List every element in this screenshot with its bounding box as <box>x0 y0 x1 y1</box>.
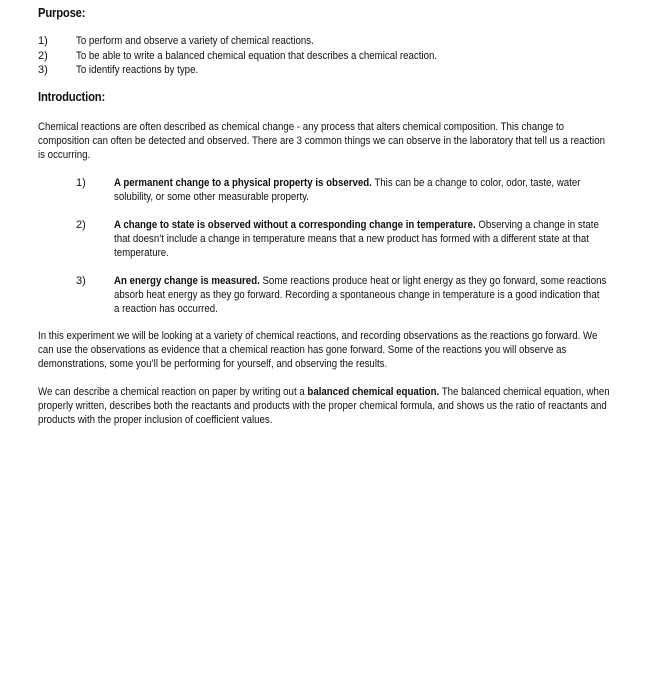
balanced-equation-term: balanced chemical equation. <box>307 386 440 398</box>
paragraph-3-lead: We can describe a chemical reaction on paper by writing out a <box>38 386 308 398</box>
observation-number: 1) <box>76 177 86 189</box>
observation-bold-lead: A change to state is observed without a corresponding change in temperature. <box>114 219 476 231</box>
list-item-text: To be able to write a balanced chemical equation that describes a chemical reaction. <box>76 49 438 62</box>
observation-detail: Observing a change in state that doesn’t include a change in temperature means that a new product has formed with a different state at that temperature. <box>114 219 599 259</box>
paragraph-3-rest: The balanced chemical equation, when properly written, describes both the reactants and products with the proper chemical formula, and shows us the ratio of reactants and products with the proper inclusion of coefficient values. <box>38 386 610 426</box>
list-item <box>38 49 598 64</box>
observation-detail: This can be a change to color, odor, taste, water solubility, or some other measurable property. <box>114 177 581 203</box>
observation-text <box>114 218 607 260</box>
list-item-text: To perform and observe a variety of chemical reactions. <box>76 35 314 47</box>
list-item-number: 1) <box>38 35 48 47</box>
observation-text <box>114 176 607 204</box>
observation-detail: Some reactions produce heat or light energy as they go forward, some reactions absorb heat energy as they go forward. Recording a spontaneous change in temperature is a good indication that a reaction has occurred. <box>114 275 607 315</box>
purpose-heading: Purpose: <box>38 6 86 20</box>
intro-paragraph-1: Chemical reactions are often described as chemical change - any process that alters chemical composition. This change to composition can often be detected and observed. There are 3 common things we can observe in the laboratory that tell us a reaction is occurring. <box>38 121 605 161</box>
list-item-number: 2) <box>38 49 48 62</box>
observation-bold-lead: A permanent change to a physical property is observed. <box>114 177 372 189</box>
introduction-heading: Introduction: <box>38 90 106 104</box>
list-item-number: 3) <box>38 64 48 76</box>
purpose-list <box>38 34 598 78</box>
observation-text <box>114 274 607 316</box>
intro-paragraph-2: In this experiment we will be looking at a variety of chemical reactions, and recording observations as the reactions go forward. We can use the observations as evidence that a chemical reaction has gone forward. Some of the reactions you will observe as demonstrations, some you’ll be performing for yourself, and observing the results. <box>38 330 598 370</box>
list-item <box>38 34 598 49</box>
intro-paragraph-3 <box>38 385 610 427</box>
observation-number: 3) <box>76 275 86 287</box>
list-item-text: To identify reactions by type. <box>76 64 199 76</box>
observation-bold-lead: An energy change is measured. <box>114 275 260 287</box>
observation-number: 2) <box>76 219 86 231</box>
list-item <box>38 63 598 78</box>
